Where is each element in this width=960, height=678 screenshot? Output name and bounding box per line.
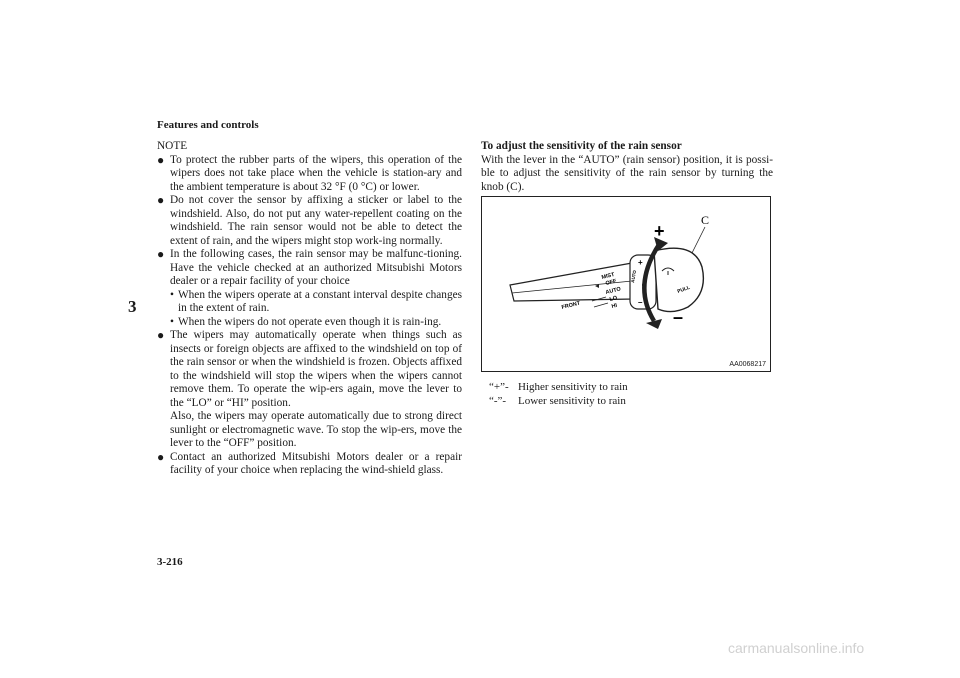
watermark: carmanualsonline.info bbox=[728, 640, 865, 656]
note-sub-list bbox=[157, 289, 462, 330]
sub-bullet-icon: • bbox=[170, 288, 174, 301]
section-header: Features and controls bbox=[157, 119, 259, 131]
plus-sign-icon: + bbox=[654, 221, 665, 241]
note-bullet: ● Contact an authorized Mitsubishi Motors dealer or a repair facility of your choice when replacing the wind-shield glass. bbox=[157, 449, 462, 476]
label-hi: HI bbox=[611, 302, 618, 310]
label-auto-small: AUTO bbox=[630, 269, 638, 284]
chapter-tab: 3 bbox=[128, 297, 137, 316]
legend-row: “+”- Higher sensitivity to rain bbox=[489, 381, 628, 393]
note-bullet-extra: Also, the wipers may operate automatically due to strong direct sunlight or electromagnetic wave. To stop the wip-ers, move the lever to the “OFF” position. bbox=[170, 410, 462, 449]
callout-leader bbox=[692, 227, 705, 253]
sub-bullet-icon: • bbox=[170, 315, 174, 328]
sensitivity-section bbox=[481, 140, 773, 194]
knob-minus-label: – bbox=[638, 298, 643, 307]
sensitivity-knob bbox=[654, 248, 703, 311]
position-tick bbox=[594, 303, 608, 307]
note-bullet: ● To protect the rubber parts of the wipers, this operation of the wipers does not take place when the vehicle is station-ary and the ambient temperature is about 32 °F (0 °C) or lower. bbox=[157, 152, 462, 193]
page-number: 3-216 bbox=[157, 556, 183, 568]
label-auto: AUTO bbox=[605, 286, 622, 296]
legend-row: “-”- Lower sensitivity to rain bbox=[489, 395, 626, 407]
wiper-lever-figure bbox=[481, 196, 771, 372]
note-bullet: ● Do not cover the sensor by affixing a sticker or label to the windshield. Also, do not put any water-repellent coating on the windshield. The rain sensor would not be able to detect the extent of rain, and the wipers might stop work-ing normally. bbox=[157, 193, 462, 247]
knob-plus-label: + bbox=[638, 258, 643, 267]
minus-sign-icon: – bbox=[673, 307, 684, 327]
note-column bbox=[157, 140, 462, 478]
sensitivity-heading: To adjust the sensitivity of the rain sensor bbox=[481, 140, 682, 152]
bullet-dot-icon: ● bbox=[157, 328, 165, 342]
note-bullet: ● The wipers may automatically operate when things such as insects or foreign objects are affixed to the windshield on top of the rain sensor or when the windshield is frozen. Objects affixed to the windshield will stop the wipers when the wipers cannot remove them. To operate the wip-ers again, move the lever to the “LO” or “HI” position. bbox=[157, 328, 462, 409]
wiper-lever-illustration bbox=[482, 197, 770, 371]
note-sub-item: • When the wipers operate at a constant interval despite changes in the extent of rain. bbox=[170, 288, 462, 314]
note-title: NOTE bbox=[157, 140, 188, 152]
sensitivity-body: With the lever in the “AUTO” (rain sensor) position, it is possi-ble to adjust the sensitivity of the rain sensor by turning the knob (C). bbox=[481, 153, 773, 193]
note-bullet: ● In the following cases, the rain sensor may be malfunc-tioning. Have the vehicle checked at an authorized Mitsubishi Motors dealer or a repair facility of your choice bbox=[157, 247, 462, 287]
label-off: OFF bbox=[605, 278, 618, 287]
label-lo: LO bbox=[609, 295, 618, 303]
label-front: FRONT bbox=[561, 300, 581, 311]
bullet-dot-icon: ● bbox=[157, 193, 165, 207]
bullet-dot-icon: ● bbox=[157, 449, 165, 464]
callout-c: C bbox=[701, 213, 710, 227]
bullet-dot-icon: ● bbox=[157, 247, 165, 261]
label-pull: PULL bbox=[676, 284, 691, 295]
label-mist: MIST bbox=[601, 271, 616, 281]
sensitivity-legend bbox=[489, 380, 628, 408]
note-sub-item: • When the wipers do not operate even though it is rain-ing. bbox=[170, 315, 442, 328]
bullet-dot-icon: ● bbox=[157, 152, 165, 167]
figure-code: AA0068217 bbox=[729, 361, 766, 368]
